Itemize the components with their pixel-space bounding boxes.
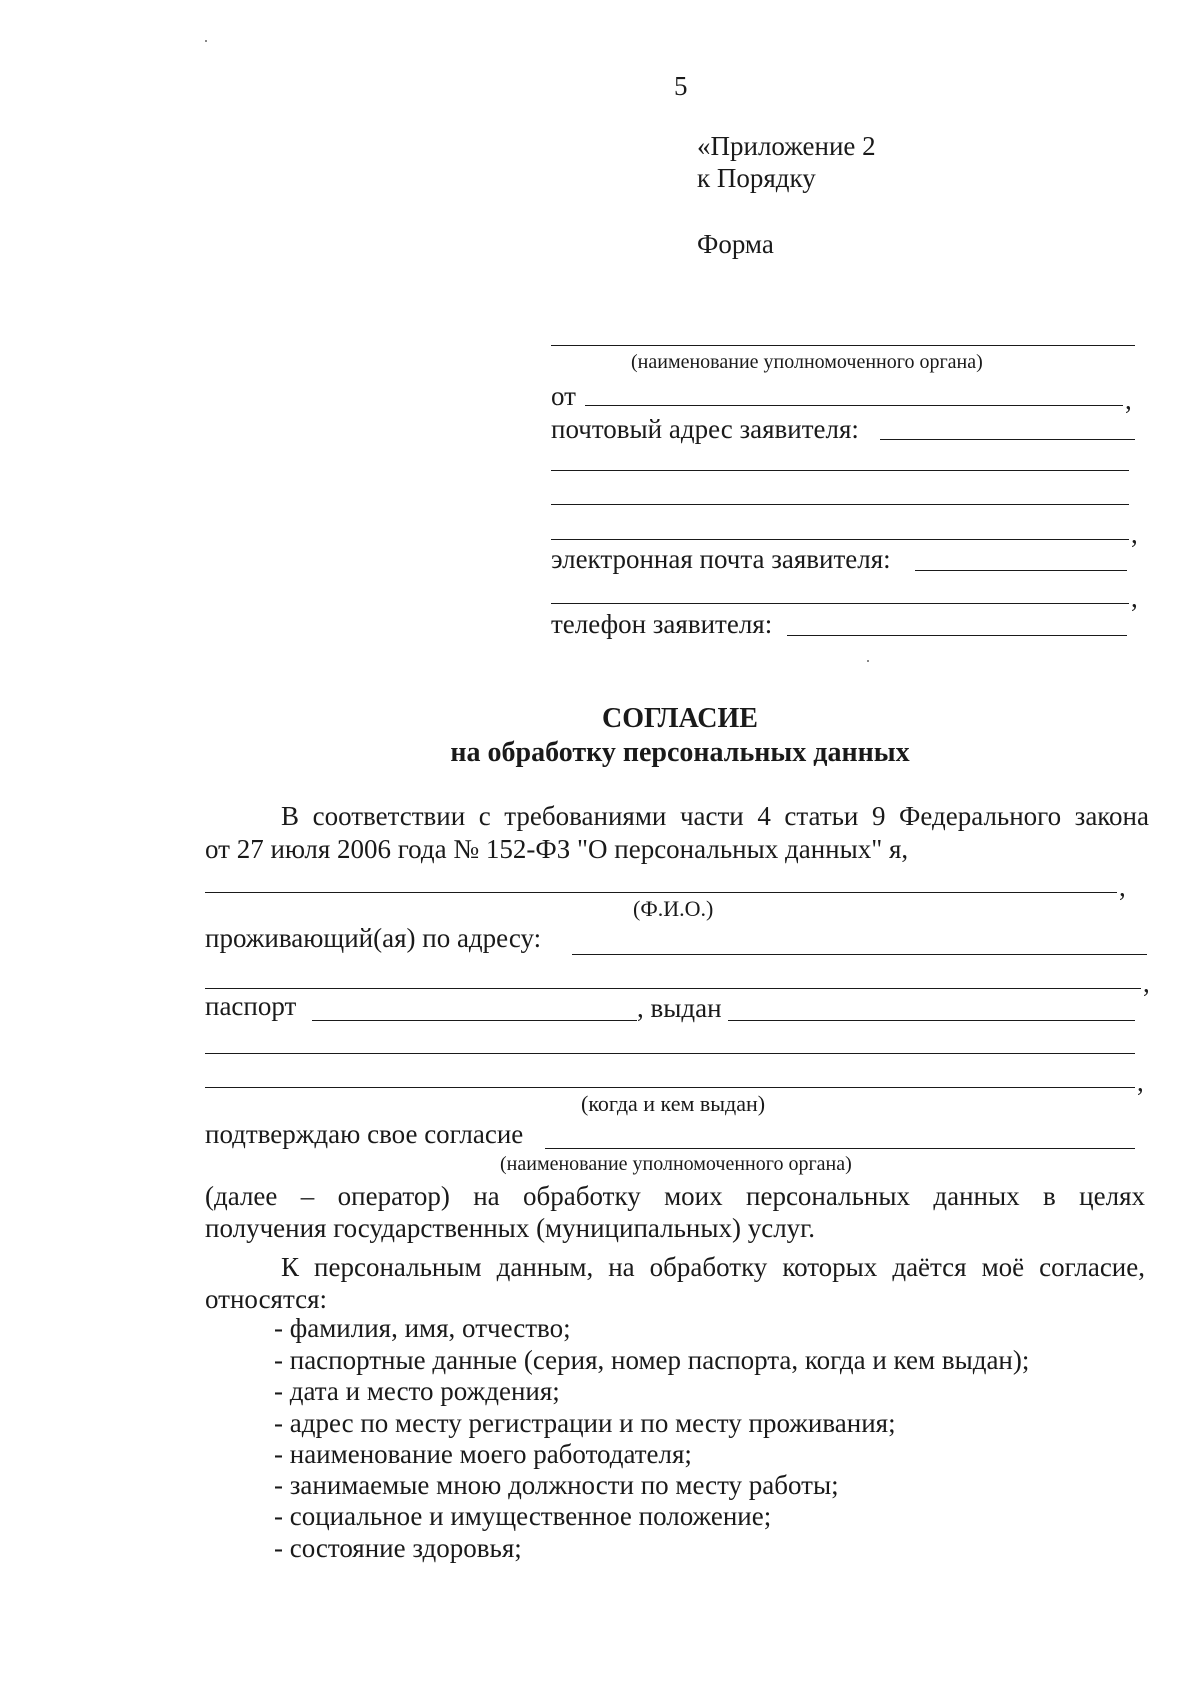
email-field-continued[interactable] [551, 603, 1129, 604]
passport-label: паспорт [205, 991, 297, 1021]
authority-name-caption: (наименование уполномоченного органа) [631, 351, 983, 373]
personal-data-item: - занимаемые мною должности по месту работы; [274, 1470, 839, 1500]
email-label: электронная почта заявителя: [551, 544, 891, 574]
email-comma: , [1131, 583, 1138, 613]
passport-issued-field-1[interactable] [728, 1020, 1135, 1021]
document-subtitle: на обработку персональных данных [450, 737, 910, 768]
passport-issued-field-2[interactable] [205, 1053, 1135, 1054]
operator-name-caption: (наименование уполномоченного органа) [500, 1153, 852, 1175]
page-number: 5 [674, 71, 688, 101]
passport-issued-label: , выдан [637, 993, 722, 1023]
full-name-field[interactable] [205, 892, 1117, 893]
personal-data-intro-line-2: относятся: [205, 1284, 328, 1314]
from-label: от [551, 381, 576, 411]
postal-address-field-1[interactable] [880, 439, 1135, 440]
confirm-consent-label: подтверждаю свое согласие [205, 1119, 524, 1149]
phone-field[interactable] [787, 635, 1127, 636]
residing-address-label: проживающий(ая) по адресу: [205, 923, 542, 953]
postal-address-comma: , [1131, 519, 1138, 549]
full-name-caption: (Ф.И.О.) [633, 896, 714, 921]
passport-issued-field-3[interactable] [205, 1087, 1135, 1088]
authority-name-field[interactable] [551, 345, 1135, 346]
residing-address-comma: , [1143, 968, 1150, 998]
personal-data-item: - наименование моего работодателя; [274, 1439, 692, 1469]
personal-data-item: - фамилия, имя, отчество; [274, 1313, 571, 1343]
scan-speck [867, 660, 869, 662]
personal-data-item: - адрес по месту регистрации и по месту проживания; [274, 1408, 896, 1438]
personal-data-item: - состояние здоровья; [274, 1533, 522, 1563]
passport-number-field[interactable] [312, 1020, 637, 1021]
operator-paragraph-line-1: (далее – оператор) на обработку моих персональных данных в целях [205, 1181, 1145, 1211]
document-title: СОГЛАСИЕ [602, 703, 758, 734]
full-name-comma: , [1119, 872, 1126, 902]
residing-address-field-1[interactable] [572, 954, 1147, 955]
postal-address-label: почтовый адрес заявителя: [551, 414, 859, 444]
personal-data-item: - социальное и имущественное положение; [274, 1501, 772, 1531]
passport-issued-caption: (когда и кем выдан) [581, 1091, 766, 1116]
operator-paragraph-line-2: получения государственных (муниципальных) услуг. [205, 1213, 815, 1243]
operator-name-field[interactable] [545, 1148, 1135, 1149]
postal-address-field-4[interactable] [551, 539, 1129, 540]
personal-data-intro-line-1: К персональным данным, на обработку которых даётся моё согласие, [281, 1252, 1145, 1282]
scan-speck [205, 40, 207, 42]
personal-data-item: - дата и место рождения; [274, 1376, 560, 1406]
postal-address-field-2[interactable] [551, 470, 1129, 471]
applicant-name-comma: , [1125, 385, 1132, 415]
intro-paragraph-line-1: В соответствии с требованиями части 4 статьи 9 Федерального закона [281, 801, 1149, 831]
residing-address-field-2[interactable] [205, 988, 1141, 989]
postal-address-field-3[interactable] [551, 504, 1129, 505]
intro-paragraph-line-2: от 27 июля 2006 года № 152-ФЗ "О персональных данных" я, [205, 834, 909, 864]
appendix-reference: к Порядку [697, 163, 816, 193]
appendix-title: «Приложение 2 [697, 131, 876, 161]
personal-data-item: - паспортные данные (серия, номер паспорта, когда и кем выдан); [274, 1345, 1030, 1375]
passport-issued-comma: , [1137, 1067, 1144, 1097]
email-field[interactable] [915, 570, 1127, 571]
applicant-name-field[interactable] [585, 405, 1123, 406]
phone-label: телефон заявителя: [551, 609, 773, 639]
form-label: Форма [697, 229, 774, 259]
